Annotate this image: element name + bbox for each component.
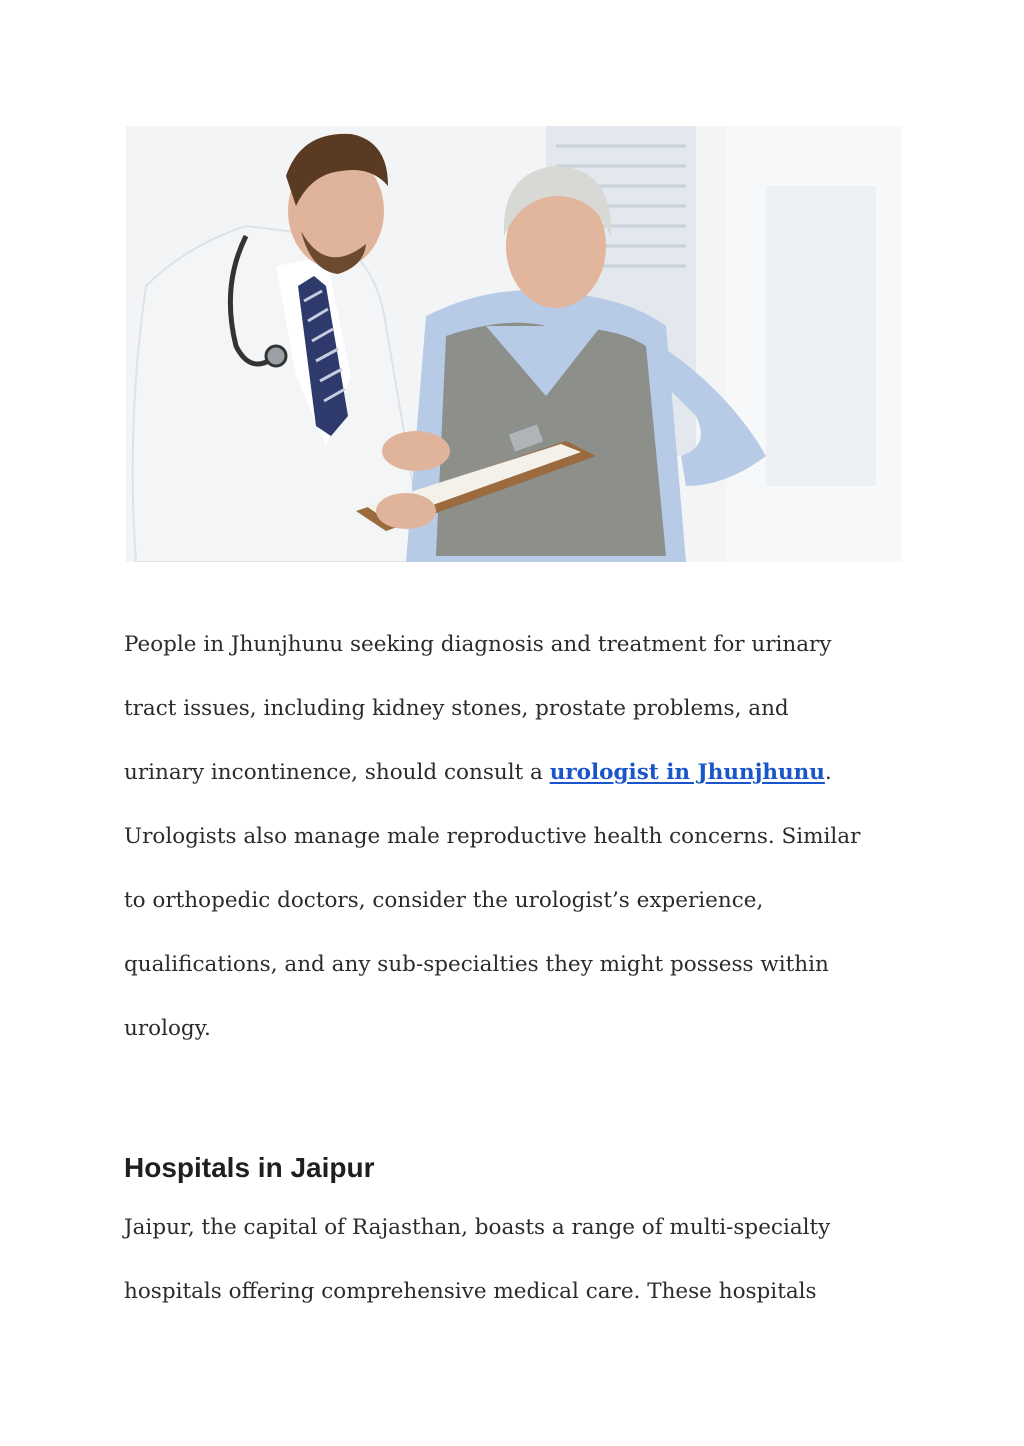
paragraph-line: tract issues, including kidney stones, prostate problems, and: [124, 696, 789, 721]
paragraph-line: hospitals offering comprehensive medical care. These hospitals: [124, 1279, 817, 1304]
paragraph-line: Jaipur, the capital of Rajasthan, boasts a range of multi-specialty: [124, 1215, 831, 1240]
paragraph-line: qualifications, and any sub-specialties they might possess within: [124, 952, 829, 977]
paragraph-line: to orthopedic doctors, consider the urologist’s experience,: [124, 888, 764, 913]
paragraph-text: .: [824, 760, 832, 785]
paragraph-line: People in Jhunjhunu seeking diagnosis and treatment for urinary: [124, 632, 832, 657]
intro-paragraph: [124, 486, 904, 1061]
paragraph-text: urinary incontinence, should consult a: [124, 760, 550, 785]
paragraph-line: [124, 741, 904, 805]
urologist-link[interactable]: urologist in Jhunjhunu: [549, 760, 825, 785]
paragraph-line: urology.: [124, 1016, 211, 1041]
paragraph-line: Urologists also manage male reproductive health concerns. Similar: [124, 824, 861, 849]
section-paragraph: [124, 1196, 904, 1324]
section-heading: Hospitals in Jaipur: [124, 1152, 375, 1183]
